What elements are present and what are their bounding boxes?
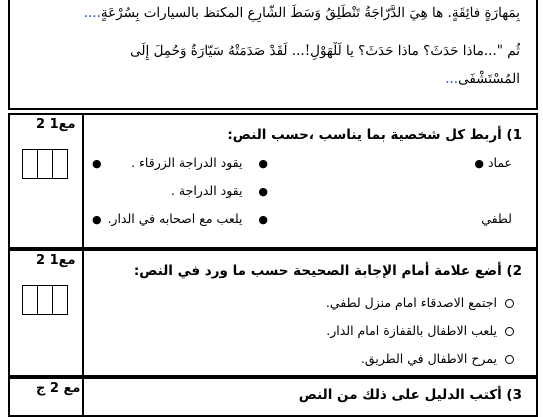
criterion-label: مع 2 ج bbox=[36, 381, 81, 396]
option-item: ● يقود الدراجة الزرقاء . bbox=[131, 155, 268, 170]
question-title: 1) أربط كل شخصية بما يناسب ،حسب النص: bbox=[227, 127, 522, 143]
score-column bbox=[10, 115, 84, 247]
question-1-section bbox=[8, 113, 538, 249]
story-line-1: بِمَهارَةٍ فائِقَةٍ. ها هِيَ الدَّرّاجَةُ تَنْطَلِقُ وَسَطَ الشّارِعِ المكتظ بالسيارات بِسُرْعَةٍ.... bbox=[83, 5, 520, 21]
radio-circle-icon[interactable] bbox=[505, 355, 514, 364]
criterion-label: مع1 2 bbox=[36, 253, 76, 268]
option-item[interactable]: يمرح الاطفال في الطريق. bbox=[361, 351, 514, 366]
option-item: ● يلعب مع اصحابه في الدار. bbox=[107, 211, 268, 226]
question-title: 3) أكتب الدليل على ذلك من النص bbox=[298, 387, 522, 403]
score-grid[interactable] bbox=[22, 149, 68, 179]
story-line-3: المُسْتَشْفَى... bbox=[445, 71, 520, 87]
criterion-label: مع1 2 bbox=[36, 117, 76, 132]
story-line-2: ثُم "...ماذا حَدَثَ؟ ماذا حَدَثَ؟ يا لَلْهَوْلِ!... لَقَدْ صَدَمَتْهُ سَيّارَةٌ وَحُمِلَ إِلَى bbox=[130, 43, 520, 59]
name-item: عماد ● bbox=[474, 155, 512, 170]
option-dot[interactable]: ● bbox=[92, 157, 102, 170]
score-grid[interactable] bbox=[22, 285, 68, 315]
radio-circle-icon[interactable] bbox=[505, 299, 514, 308]
option-dot[interactable]: ● bbox=[92, 213, 102, 226]
story-passage bbox=[8, 0, 538, 110]
radio-circle-icon[interactable] bbox=[505, 327, 514, 336]
score-column bbox=[10, 251, 84, 375]
question-2-section bbox=[8, 249, 538, 377]
question-title: 2) أضع علامة أمام الإجابة الصحيحة حسب ما ورد في النص: bbox=[133, 263, 522, 279]
score-column bbox=[10, 379, 84, 415]
option-item[interactable]: اجتمع الاصدقاء امام منزل لطفي. bbox=[326, 295, 514, 310]
option-item[interactable]: يلعب الاطفال بالقفازة امام الدار. bbox=[326, 323, 514, 338]
question-3-section bbox=[8, 377, 538, 417]
option-item: ● يقود الدراجة . bbox=[170, 183, 268, 198]
name-item: لطفي bbox=[481, 211, 512, 226]
